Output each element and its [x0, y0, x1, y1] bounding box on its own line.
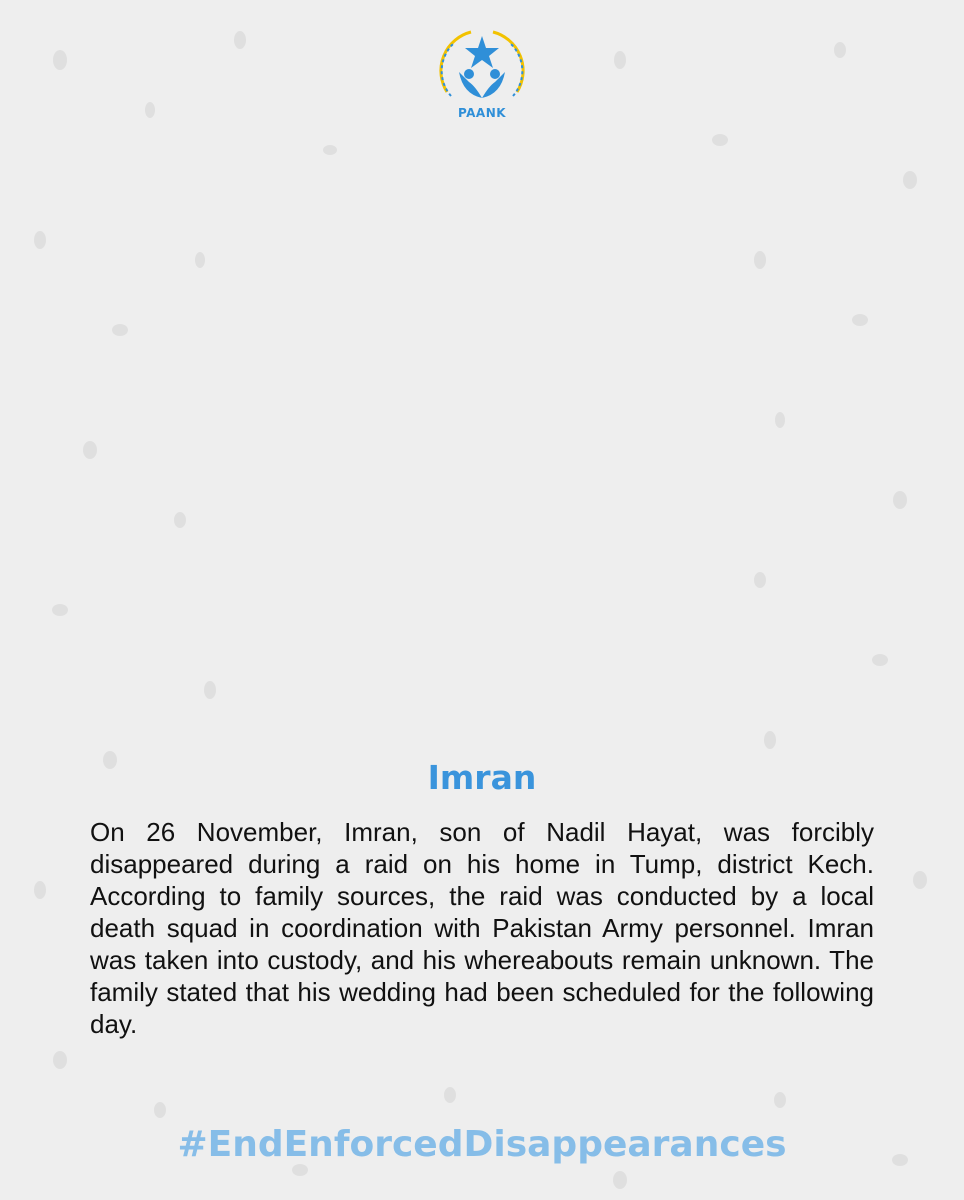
person-name: Imran [427, 758, 537, 797]
logo-text: PAANK [457, 106, 507, 120]
portrait-photo [270, 196, 690, 696]
hashtag: #EndEnforcedDisappearances [177, 1124, 787, 1165]
star-people-wreath-icon [431, 22, 533, 112]
paank-logo [431, 22, 533, 132]
case-description: On 26 November, Imran, son of Nadil Hayat, was forcibly disappeared during a raid on his home in Tump, district Kech. According to family sources, the raid was conducted by a local death squad in coordination with Pakistan Army personnel. Imran was taken into custody, and his whereabouts remain unknown. The family stated that his wedding had been scheduled for the following day. [90, 817, 874, 1039]
